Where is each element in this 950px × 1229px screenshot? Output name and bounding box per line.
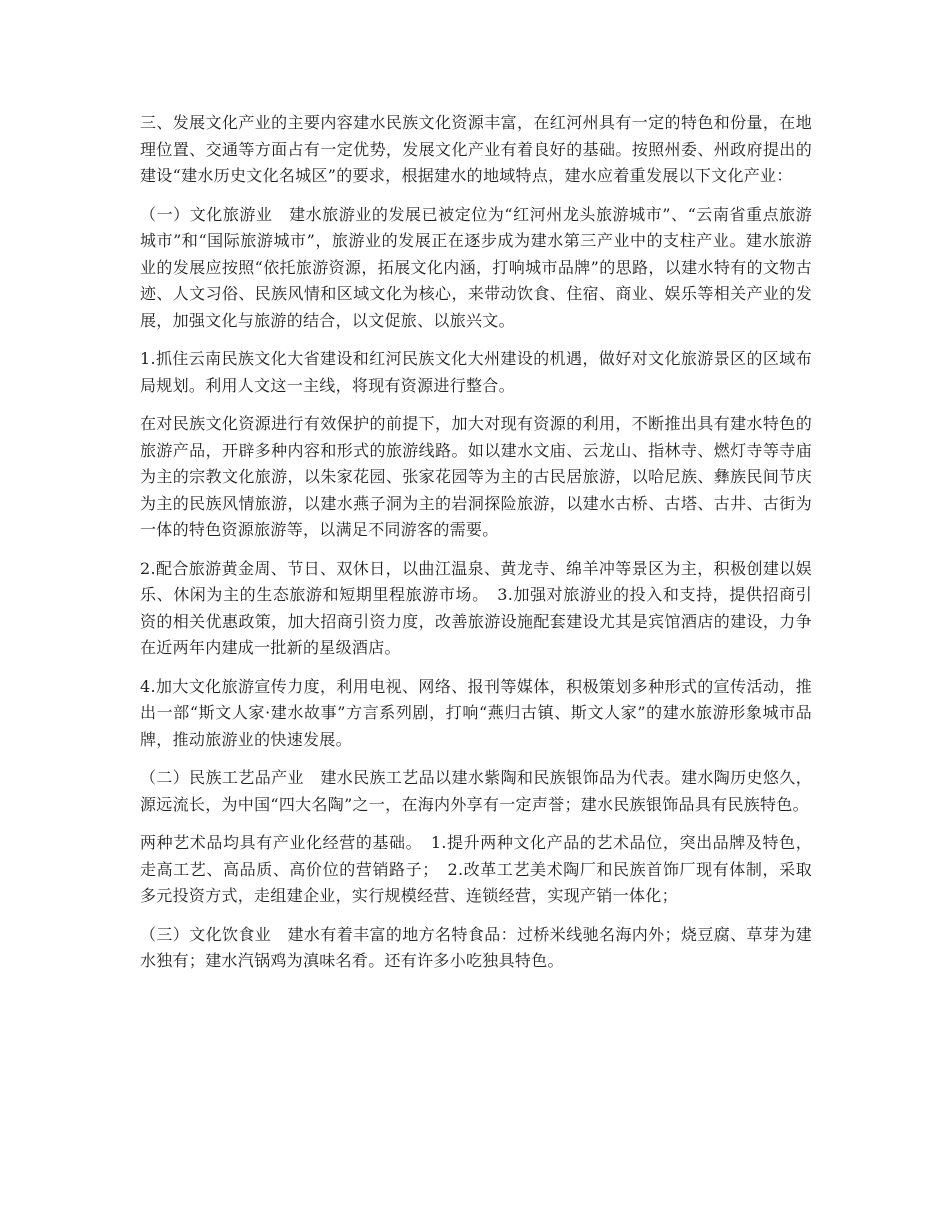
paragraph-industry-overview: 三、发展文化产业的主要内容建水民族文化资源丰富，在红河州具有一定的特色和份量，在地理位置、交通等方面占有一定优势，发展文化产业有着良好的基础。按照州委、州政府提出的建设“建水历史文化名城区”的要求，根据建水的地域特点，建水应着重发展以下文化产业： [140, 113, 812, 185]
paragraph-cultural-tourism: （一）文化旅游业 建水旅游业的发展已被定位为“红河州龙头旅游城市”、“云南省重点旅游城市”和“国际旅游城市”，旅游业的发展正在逐步成为建水第三产业中的支柱产业。建水旅游业的发展应按照“依托旅游资源，拓展文化内涵，打响城市品牌”的思路，以建水特有的文物古迹、人文习俗、民族风情和区域文化为核心，来带动饮食、住宿、商业、娱乐等相关产业的发展，加强文化与旅游的结合，以文促旅、以旅兴文。 [140, 204, 812, 330]
paragraph-handicraft-points: 两种艺术品均具有产业化经营的基础。 1.提升两种文化产品的艺术品位，突出品牌及特色，走高工艺、高品质、高价位的营销路子； 2.改革工艺美术陶厂和民族首饰厂现有体制，采取多元投资方式，走组建企业，实行规模经营、连锁经营，实现产销一体化； [140, 833, 812, 905]
paragraph-tourism-point-1: 1.抓住云南民族文化大省建设和红河民族文化大州建设的机遇，做好对文化旅游景区的区域布局规划。利用人文这一主线，将现有资源进行整合。 [140, 349, 812, 395]
paragraph-tourism-resources: 在对民族文化资源进行有效保护的前提下，加大对现有资源的利用，不断推出具有建水特色的旅游产品，开辟多种内容和形式的旅游线路。如以建水文庙、云龙山、指林寺、燃灯寺等寺庙为主的宗教文化旅游，以朱家花园、张家花园等为主的古民居旅游，以哈尼族、彝族民间节庆为主的民族风情旅游，以建水燕子洞为主的岩洞探险旅游，以建水古桥、古塔、古井、古街为一体的特色资源旅游等，以满足不同游客的需要。 [140, 414, 812, 539]
paragraph-food-industry: （三）文化饮食业 建水有着丰富的地方名特食品：过桥米线驰名海内外；烧豆腐、草芽为建水独有；建水汽锅鸡为滇味名肴。还有许多小吃独具特色。 [140, 924, 812, 970]
paragraph-handicraft-industry: （二）民族工艺品产业 建水民族工艺品以建水紫陶和民族银饰品为代表。建水陶历史悠久，源远流长，为中国“四大名陶”之一，在海内外享有一定声誉；建水民族银饰品具有民族特色。 [140, 768, 812, 814]
paragraph-tourism-point-2-3: 2.配合旅游黄金周、节日、双休日，以曲江温泉、黄龙寺、绵羊冲等景区为主，积极创建以娱乐、休闲为主的生态旅游和短期里程旅游市场。 3.加强对旅游业的投入和支持，提供招商引资的相关优惠政策，加大招商引资力度，改善旅游设施配套建设尤其是宾馆酒店的建设，力争在近两年内建成一批新的星级酒店。 [140, 558, 812, 657]
document-body [140, 110, 812, 987]
paragraph-tourism-point-4: 4.加大文化旅游宣传力度，利用电视、网络、报刊等媒体，积极策划多种形式的宣传活动，推出一部“斯文人家·建水故事”方言系列剧，打响“燕归古镇、斯文人家”的建水旅游形象城市品牌，推动旅游业的快速发展。 [140, 676, 812, 749]
